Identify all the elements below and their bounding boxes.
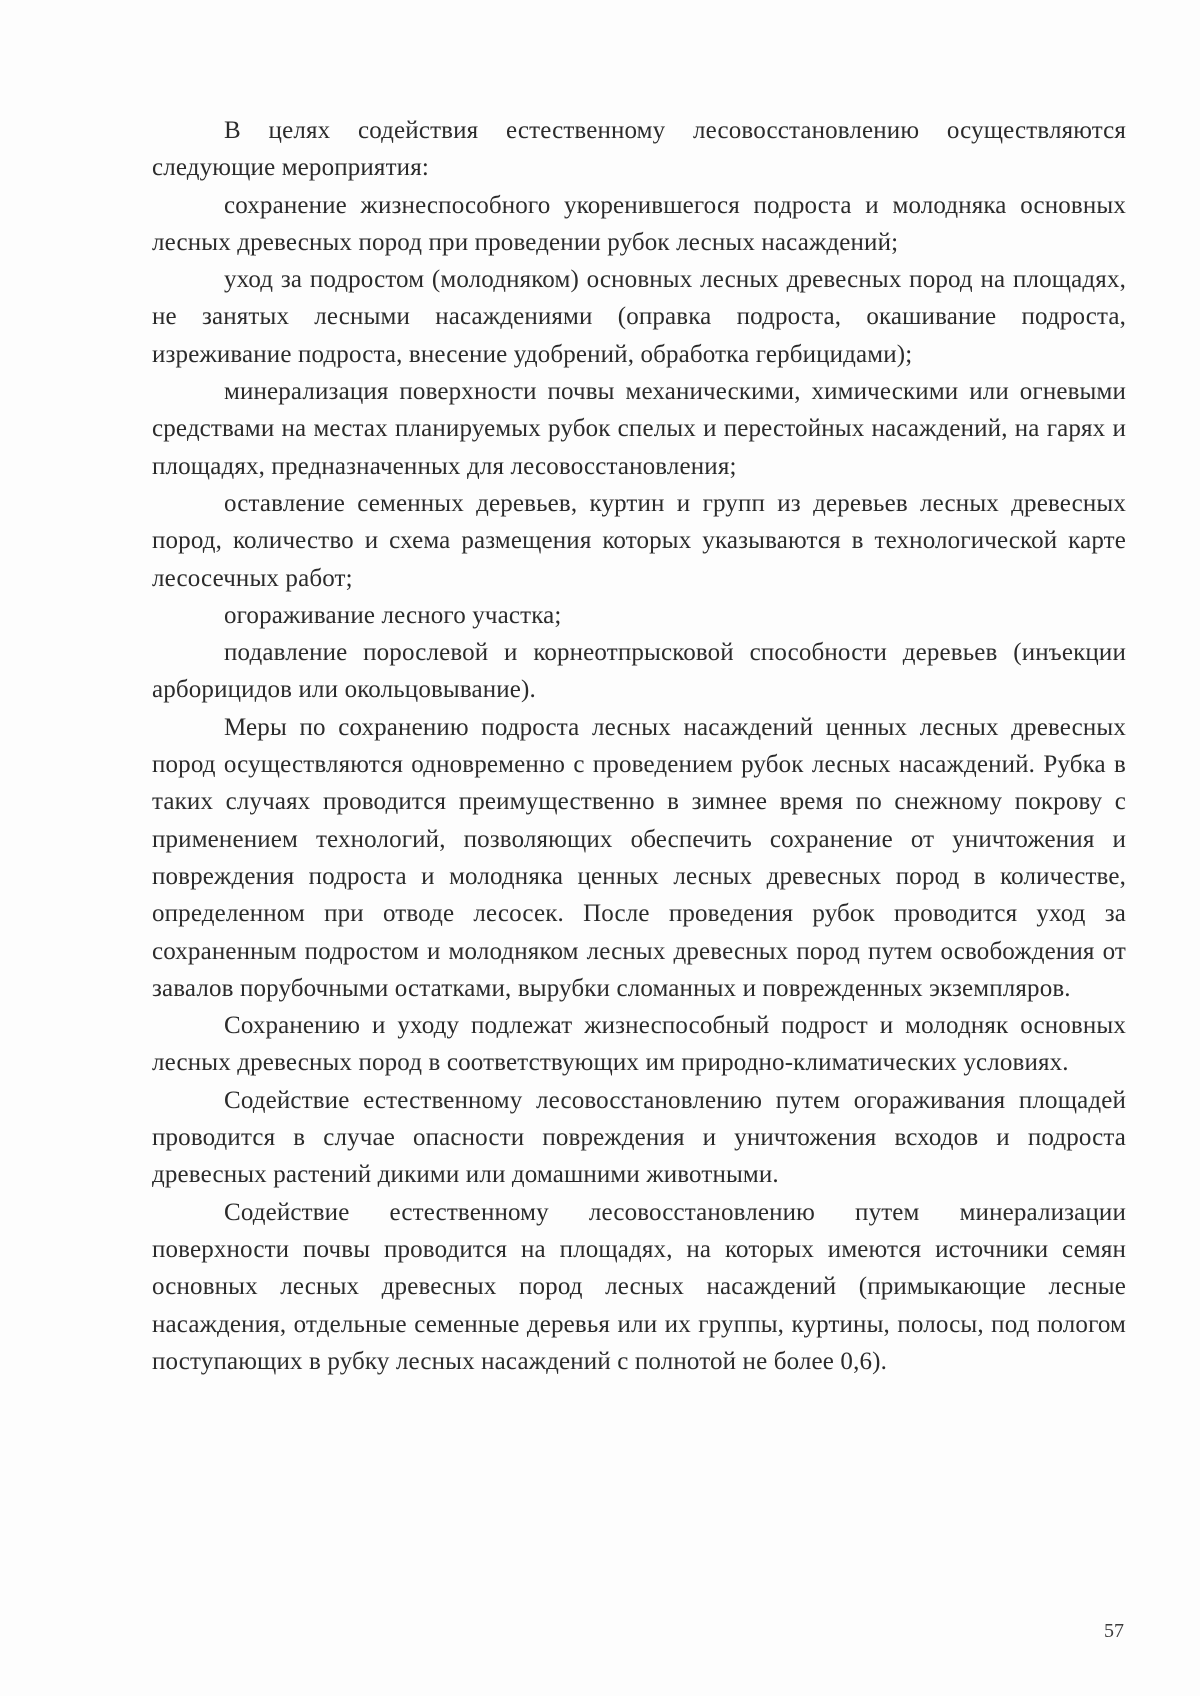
paragraph-mineralization-assistance: Содействие естественному лесовосстановлению путем минерализации поверхности почвы проводится на площадях, на которых имеются источники семян основных лесных древесных пород лесных насаждений (примыкающие лесные насаждения, отдельные семенные деревья или их группы, куртины, полосы, под пологом поступающих в рубку лесных насаждений с полнотой не более 0,6).: [152, 1198, 1126, 1375]
paragraph-fencing-assistance: Содействие естественному лесовосстановлению путем огораживания площадей проводится в случае опасности повреждения и уничтожения всходов и подроста древесных растений дикими или домашними животными.: [152, 1086, 1126, 1189]
paragraph-item-care: уход за подростом (молодняком) основных лесных древесных пород на площадях, не занятых лесными насаждениями (оправка подроста, окашивание подроста, изреживание подроста, внесение удобрений, обработка гербицидами);: [152, 266, 1126, 368]
paragraph-preservation-measures: Меры по сохранению подроста лесных насаждений ценных лесных древесных пород осуществляются одновременно с проведением рубок лесных насаждений. Рубка в таких случаях проводится преимущественно в зимнее время по снежному покрову с применением технологий, позволяющих обеспечить сохранение от уничтожения и повреждения подроста и молодняка ценных лесных древесных пород в количестве, определенном при отводе лесосек. После проведения рубок проводится уход за сохраненным подростом и молодняком лесных древесных пород путем освобождения от завалов порубочными остатками, вырубки сломанных и поврежденных экземпляров.: [152, 713, 1126, 1002]
paragraph-item-mineralization: минерализация поверхности почвы механическими, химическими или огневыми средствами на местах планируемых рубок спелых и перестойных насаждений, на гарях и площадях, предназначенных для лесовосстановления;: [152, 378, 1126, 480]
paragraph-care-subject: Сохранению и уходу подлежат жизнеспособный подрост и молодняк основных лесных древесных пород в соответствующих им природно-климатических условиях.: [152, 1012, 1126, 1077]
paragraph-item-suppression: подавление порослевой и корнеотпрысковой способности деревьев (инъекции арборицидов или окольцовывание).: [152, 639, 1126, 704]
paragraph-item-preservation: сохранение жизнеспособного укоренившегося подроста и молодняка основных лесных древесных пород при проведении рубок лесных насаждений;: [152, 191, 1126, 256]
paragraph-intro: В целях содействия естественному лесовосстановлению осуществляются следующие мероприятия:: [152, 117, 1126, 182]
document-body: [152, 112, 1126, 1380]
page-number: 57: [1104, 1620, 1124, 1642]
paragraph-item-seed-trees: оставление семенных деревьев, куртин и групп из деревьев лесных древесных пород, количество и схема размещения которых указываются в технологической карте лесосечных работ;: [152, 489, 1126, 592]
paragraph-item-fencing: огораживание лесного участка;: [224, 601, 562, 629]
